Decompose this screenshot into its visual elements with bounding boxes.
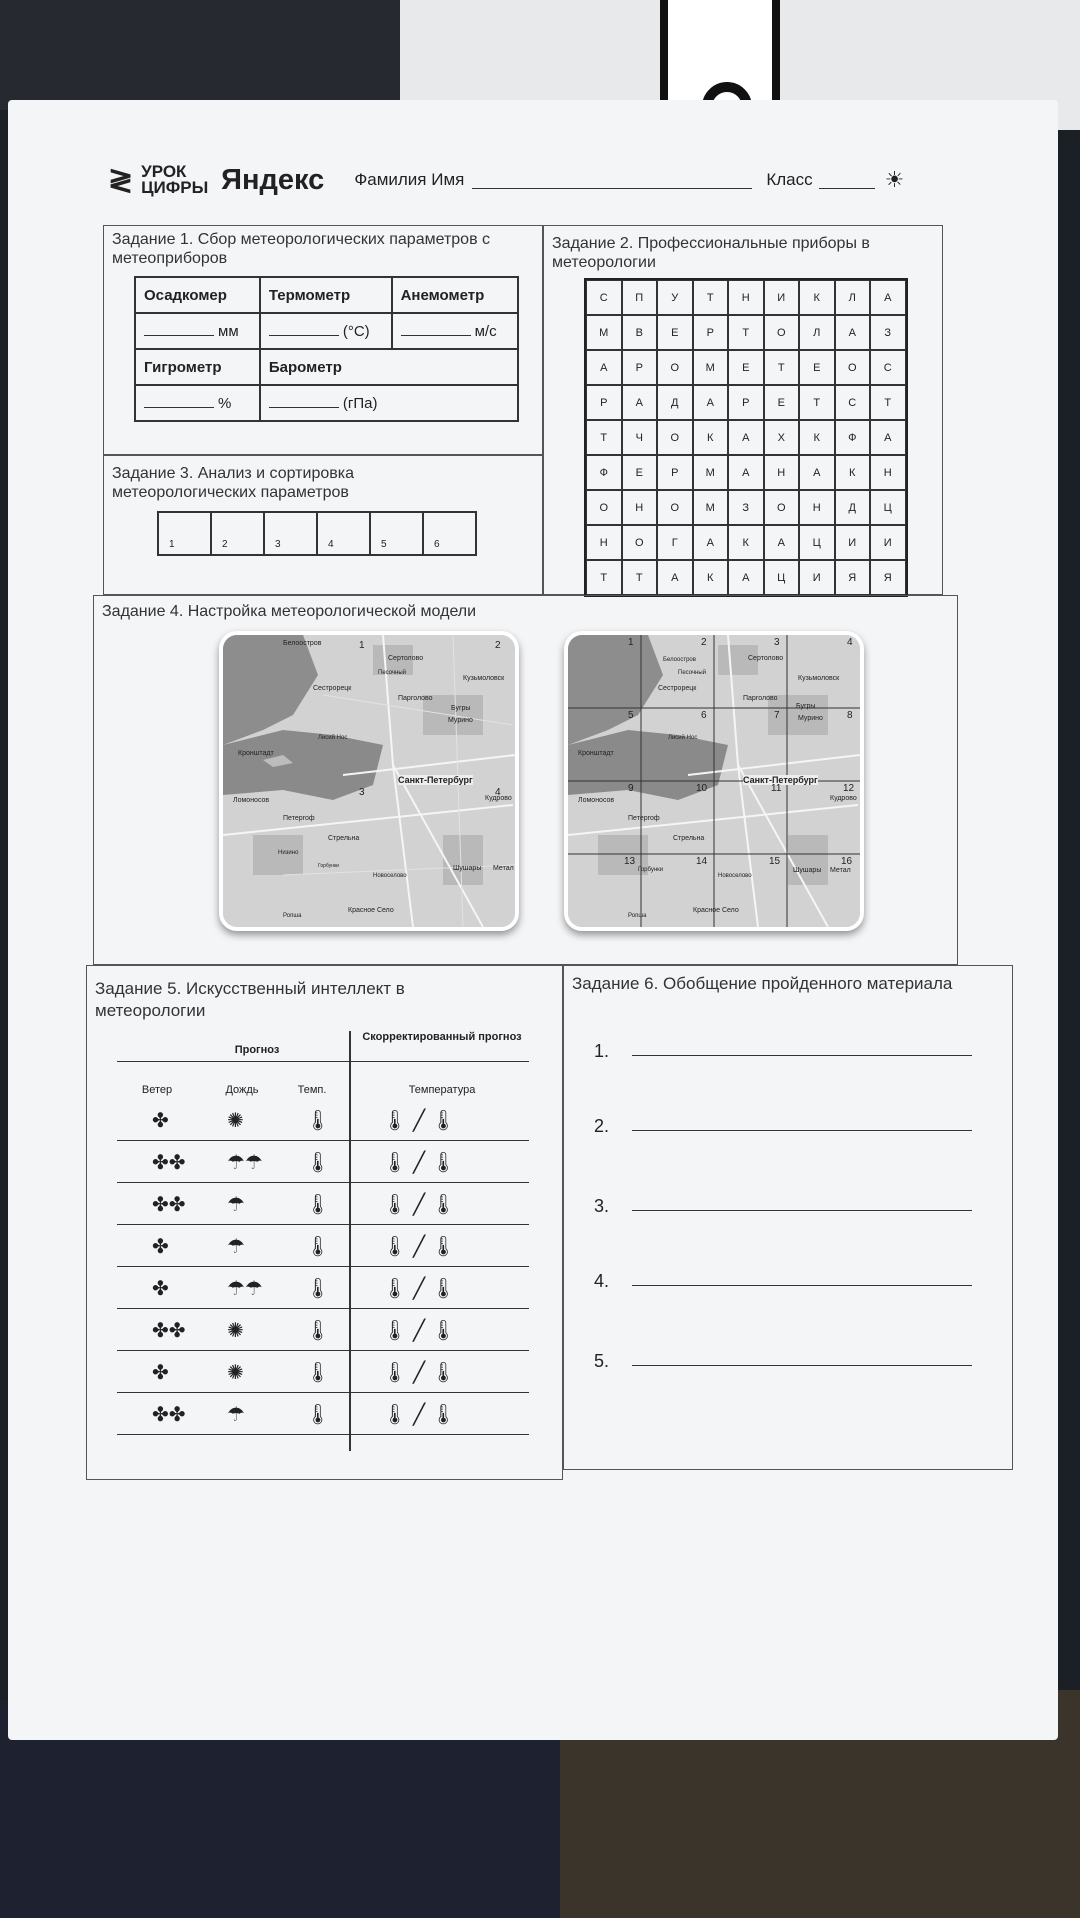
answer-cell[interactable]: (гПа) [260, 385, 518, 421]
grid-letter[interactable]: А [728, 455, 764, 490]
corrected-forecast-header: Скорректированный прогноз [362, 1031, 522, 1043]
map-label: Парголово [743, 695, 778, 702]
grid-letter[interactable]: О [835, 350, 871, 385]
grid-letter[interactable]: Т [622, 560, 658, 595]
grid-letter[interactable]: Р [693, 315, 729, 350]
grid-letter[interactable]: Т [728, 315, 764, 350]
grid-letter[interactable]: С [870, 350, 906, 385]
task1-section [103, 225, 543, 455]
map-label: Сестрорецк [313, 685, 352, 692]
strong-wind-icon: ✤✤ [152, 1404, 186, 1426]
temp-column-header: Темп. [297, 1084, 327, 1096]
grid-letter[interactable]: И [799, 560, 835, 595]
grid-letter[interactable]: Е [728, 350, 764, 385]
map-label: Петергоф [628, 815, 660, 822]
grid-letter[interactable]: В [622, 315, 658, 350]
table-cell: Осадкомер [135, 277, 260, 313]
wind-icon: ✤ [152, 1278, 169, 1300]
grid-letter[interactable]: А [728, 420, 764, 455]
grid-letter[interactable]: Н [728, 280, 764, 315]
grid-letter[interactable]: Д [657, 385, 693, 420]
wind-icon: ✤ [152, 1110, 169, 1132]
grid-letter[interactable]: О [622, 525, 658, 560]
grid-letter[interactable]: Я [835, 560, 871, 595]
map-label: Кудрово [485, 795, 512, 802]
answer-line[interactable]: 2. [594, 1116, 609, 1137]
strong-wind-icon: ✤✤ [152, 1320, 186, 1342]
grid-letter[interactable]: Т [693, 280, 729, 315]
grid-letter[interactable]: Е [622, 455, 658, 490]
grid-letter[interactable]: А [799, 455, 835, 490]
grid-letter[interactable]: О [764, 315, 800, 350]
map-label: Шушары [453, 865, 482, 872]
table-cell: Барометр [260, 349, 518, 385]
task6-title: Задание 6. Обобщение пройденного материала [572, 974, 953, 993]
thermometer-hot-icon: 🌡 [305, 1110, 331, 1132]
grid-letter[interactable]: О [586, 490, 622, 525]
thermometer-hot-icon: 🌡 [305, 1236, 331, 1258]
thermometer-hot-icon: 🌡 [305, 1278, 331, 1300]
grid-letter[interactable]: Д [835, 490, 871, 525]
grid-letter[interactable]: З [728, 490, 764, 525]
grid-letter[interactable]: Ч [622, 420, 658, 455]
rain-icon: ☂ [227, 1236, 245, 1258]
map-label: Песочный [378, 670, 407, 676]
task5-section [86, 965, 563, 1480]
map-label: Сестрорецк [658, 685, 697, 692]
grid-letter[interactable]: Ц [870, 490, 906, 525]
map-label: Кузьмоловск [798, 675, 840, 682]
sort-cell[interactable]: 1 [157, 511, 212, 556]
grid-letter[interactable]: А [764, 525, 800, 560]
divider [117, 1061, 529, 1062]
grid-letter[interactable]: А [835, 315, 871, 350]
zone-number: 9 [628, 783, 634, 794]
table-row [117, 1183, 529, 1225]
corrected-temperature-choice-icon[interactable]: 🌡 ╱ 🌡 [382, 1362, 456, 1384]
spb-map-16-zones [564, 631, 864, 931]
table-row [117, 1267, 529, 1309]
sun-icon: ✺ [227, 1362, 244, 1384]
map-label: Санкт-Петербург [743, 775, 818, 785]
map-label: Ропша [628, 913, 647, 919]
zone-number: 15 [769, 856, 781, 867]
table-cell: Термометр [260, 277, 392, 313]
answer-cell[interactable]: м/с [392, 313, 518, 349]
urok-cifry-logo-icon: ≷ [108, 163, 134, 197]
grid-letter[interactable]: Е [764, 385, 800, 420]
grid-letter[interactable]: Р [586, 385, 622, 420]
grid-letter[interactable]: У [657, 280, 693, 315]
map-label: Низино [278, 850, 299, 856]
answer-cell[interactable]: (°C) [260, 313, 392, 349]
grid-letter[interactable]: И [835, 525, 871, 560]
grid-letter[interactable]: К [799, 280, 835, 315]
zone-number: 12 [843, 783, 855, 794]
sort-cell[interactable]: 5 [369, 511, 424, 556]
worksheet-page [8, 100, 1058, 1740]
grid-letter[interactable]: О [657, 420, 693, 455]
map-label: Ропша [283, 913, 302, 919]
grid-letter[interactable]: М [586, 315, 622, 350]
task3-title: Задание 3. Анализ и сортировка метеорологических параметров [112, 465, 354, 501]
heavy-rain-icon: ☂☂ [227, 1278, 263, 1300]
grid-letter[interactable]: О [657, 350, 693, 385]
zone-number: 11 [771, 783, 782, 794]
grid-letter[interactable]: П [622, 280, 658, 315]
grid-letter[interactable]: Т [799, 385, 835, 420]
map-label: Кудрово [830, 795, 857, 802]
grid-letter[interactable]: Я [870, 560, 906, 595]
sort-cell[interactable]: 3 [263, 511, 318, 556]
sun-icon: ✺ [227, 1320, 244, 1342]
grid-letter[interactable]: А [870, 420, 906, 455]
grid-letter[interactable]: Т [870, 385, 906, 420]
grid-letter[interactable]: Е [799, 350, 835, 385]
map-label: Ломоносов [233, 797, 270, 804]
grid-letter[interactable]: К [728, 525, 764, 560]
grid-letter[interactable]: А [870, 280, 906, 315]
rain-icon: ☂ [227, 1404, 245, 1426]
map-label: Шушары [793, 867, 822, 874]
grid-letter[interactable]: О [764, 490, 800, 525]
thermometer-hot-icon: 🌡 [305, 1362, 331, 1384]
grid-letter[interactable]: З [870, 315, 906, 350]
table-cell: Анемометр [392, 277, 518, 313]
grid-letter[interactable]: Н [799, 490, 835, 525]
map-label: Метал [830, 867, 851, 874]
strong-wind-icon: ✤✤ [152, 1194, 186, 1216]
corrected-temperature-choice-icon[interactable]: 🌡 ╱ 🌡 [382, 1404, 456, 1426]
corrected-temperature-choice-icon[interactable]: 🌡 ╱ 🌡 [382, 1194, 456, 1216]
grid-letter[interactable]: Ф [586, 455, 622, 490]
map-label: Кронштадт [238, 750, 274, 757]
yandex-logo: Яндекс [221, 163, 325, 196]
zone-number: 4 [495, 787, 501, 798]
sort-cell[interactable]: 6 [422, 511, 477, 556]
worksheet-header [108, 160, 978, 200]
grid-letter[interactable]: Ц [764, 560, 800, 595]
grid-letter[interactable]: Н [586, 525, 622, 560]
table-cell: Гигрометр [135, 349, 260, 385]
zone-number: 6 [701, 710, 707, 721]
map-label: Новоселово [373, 873, 407, 879]
thermometer-cold-icon: 🌡 [305, 1194, 331, 1216]
grid-letter[interactable]: Н [870, 455, 906, 490]
rain-icon: ☂ [227, 1194, 245, 1216]
heavy-rain-icon: ☂☂ [227, 1152, 263, 1174]
task1-title: Задание 1. Сбор метеорологических параметров с метеоприборов [112, 231, 491, 267]
corrected-temperature-choice-icon[interactable]: 🌡 ╱ 🌡 [382, 1278, 456, 1300]
sort-cell[interactable]: 4 [316, 511, 371, 556]
map-label: Петергоф [283, 815, 315, 822]
sort-cell[interactable]: 2 [210, 511, 265, 556]
table-row [117, 1351, 529, 1393]
map-label: Сертолово [388, 655, 424, 662]
grid-letter[interactable]: Е [657, 315, 693, 350]
corrected-temperature-choice-icon[interactable]: 🌡 ╱ 🌡 [382, 1320, 456, 1342]
grid-letter[interactable]: С [835, 385, 871, 420]
word-search-grid [584, 278, 908, 597]
task2-section [543, 225, 943, 595]
wind-column-header: Ветер [141, 1084, 173, 1096]
forecast-header: Прогноз [234, 1044, 280, 1056]
sorting-cells [159, 511, 477, 556]
grid-letter[interactable]: М [693, 350, 729, 385]
map-label: Кронштадт [578, 750, 614, 757]
zone-number: 8 [847, 710, 853, 721]
grid-letter[interactable]: К [799, 420, 835, 455]
zone-number: 5 [628, 710, 634, 721]
grid-letter[interactable]: А [622, 385, 658, 420]
answer-line[interactable]: 5. [594, 1351, 609, 1372]
zone-number: 3 [774, 637, 780, 648]
spb-map-4-zones [219, 631, 519, 931]
grid-letter[interactable]: А [693, 385, 729, 420]
table-row [117, 1309, 529, 1351]
task5-title: Задание 5. Искусственный интеллект в метеорологии [95, 979, 405, 1020]
temperature-column-header: Температура [408, 1084, 476, 1096]
zone-number: 3 [359, 787, 365, 798]
grid-letter[interactable]: Л [799, 315, 835, 350]
grid-letter[interactable]: Р [622, 350, 658, 385]
grid-letter[interactable]: Н [764, 455, 800, 490]
grid-letter[interactable]: Ф [835, 420, 871, 455]
zone-number: 13 [624, 856, 636, 867]
map-label: Стрельна [328, 835, 360, 842]
map-label: Бугры [796, 703, 816, 710]
map-label: Кузьмоловск [463, 675, 505, 682]
class-field[interactable] [819, 171, 875, 189]
thermometer-cold-icon: 🌡 [305, 1320, 331, 1342]
answer-cell[interactable]: мм [135, 313, 260, 349]
grid-letter[interactable]: Н [622, 490, 658, 525]
instruments-table [134, 276, 519, 422]
answer-cell[interactable]: % [135, 385, 260, 421]
map-label: Парголово [398, 695, 433, 702]
map-label: Горбунки [638, 867, 664, 873]
grid-letter[interactable]: К [693, 420, 729, 455]
answer-line[interactable]: 1. [594, 1041, 609, 1062]
map-label: Санкт-Петербург [398, 775, 473, 785]
corrected-temperature-choice-icon[interactable]: 🌡 ╱ 🌡 [382, 1152, 456, 1174]
task2-title: Задание 2. Профессиональные приборы в метеорологии [552, 235, 870, 271]
corrected-temperature-choice-icon[interactable]: 🌡 ╱ 🌡 [382, 1110, 456, 1132]
grid-letter[interactable]: О [657, 490, 693, 525]
grid-letter[interactable]: Х [764, 420, 800, 455]
grid-letter[interactable]: С [586, 280, 622, 315]
map-label: Лисий Нос [318, 735, 348, 741]
map-label: Красное Село [693, 907, 739, 914]
map-label: Сертолово [748, 655, 784, 662]
task4-section [93, 595, 958, 965]
grid-letter[interactable]: Т [764, 350, 800, 385]
zone-number: 1 [359, 640, 365, 651]
map-label: Песочный [678, 670, 707, 676]
grid-letter[interactable]: М [693, 455, 729, 490]
table-row [117, 1099, 529, 1141]
task6-section [563, 965, 1013, 1470]
rain-column-header: Дождь [225, 1084, 259, 1096]
zone-number: 2 [495, 640, 501, 651]
map-label: Новоселово [718, 873, 752, 879]
task3-section [103, 455, 543, 595]
grid-letter[interactable]: И [870, 525, 906, 560]
thermometer-cold-icon: 🌡 [305, 1152, 331, 1174]
wind-icon: ✤ [152, 1362, 169, 1384]
table-row [117, 1141, 529, 1183]
grid-letter[interactable]: А [586, 350, 622, 385]
task4-title: Задание 4. Настройка метеорологической модели [102, 603, 477, 620]
zone-number: 1 [628, 637, 634, 648]
map-label: Метал [493, 865, 514, 872]
map-label: Ломоносов [578, 797, 615, 804]
map-label: Белоостров [663, 657, 696, 663]
corrected-temperature-choice-icon[interactable]: 🌡 ╱ 🌡 [382, 1236, 456, 1258]
wind-icon: ✤ [152, 1236, 169, 1258]
map-label: Лисий Нос [668, 735, 698, 741]
map-label: Стрельна [673, 835, 705, 842]
grid-letter[interactable]: Ц [799, 525, 835, 560]
name-field[interactable] [472, 171, 752, 189]
zone-number: 14 [696, 856, 708, 867]
name-label: Фамилия Имя [354, 170, 465, 189]
class-label: Класс [766, 170, 813, 189]
zone-number: 2 [701, 637, 707, 648]
grid-letter[interactable]: Р [728, 385, 764, 420]
map-label: Мурино [798, 715, 823, 722]
sun-icon: ☀ [884, 167, 905, 192]
table-row [117, 1393, 529, 1435]
grid-letter[interactable]: К [693, 560, 729, 595]
urok-cifry-logo: УРОК ЦИФРЫ [141, 162, 209, 197]
grid-letter[interactable]: К [835, 455, 871, 490]
grid-letter[interactable]: Т [586, 560, 622, 595]
map-label: Бугры [451, 705, 471, 712]
grid-letter[interactable]: Т [586, 420, 622, 455]
grid-letter[interactable]: А [657, 560, 693, 595]
strong-wind-icon: ✤✤ [152, 1152, 186, 1174]
zone-number: 7 [774, 710, 780, 721]
sun-icon: ✺ [227, 1110, 244, 1132]
grid-letter[interactable]: А [693, 525, 729, 560]
grid-letter[interactable]: Г [657, 525, 693, 560]
grid-letter[interactable]: И [764, 280, 800, 315]
thermometer-cold-icon: 🌡 [305, 1404, 331, 1426]
grid-letter[interactable]: М [693, 490, 729, 525]
map-label: Горбунки [318, 863, 339, 869]
table-row [117, 1225, 529, 1267]
answer-line[interactable]: 3. [594, 1196, 609, 1217]
answer-line[interactable]: 4. [594, 1271, 609, 1292]
grid-letter[interactable]: Л [835, 280, 871, 315]
grid-letter[interactable]: Р [657, 455, 693, 490]
zone-number: 4 [847, 637, 853, 648]
map-label: Белоостров [283, 640, 322, 647]
map-label: Красное Село [348, 907, 394, 914]
zone-number: 16 [841, 856, 853, 867]
map-label: Мурино [448, 717, 473, 724]
grid-letter[interactable]: А [728, 560, 764, 595]
background-dark [0, 0, 400, 110]
zone-number: 10 [696, 783, 708, 794]
